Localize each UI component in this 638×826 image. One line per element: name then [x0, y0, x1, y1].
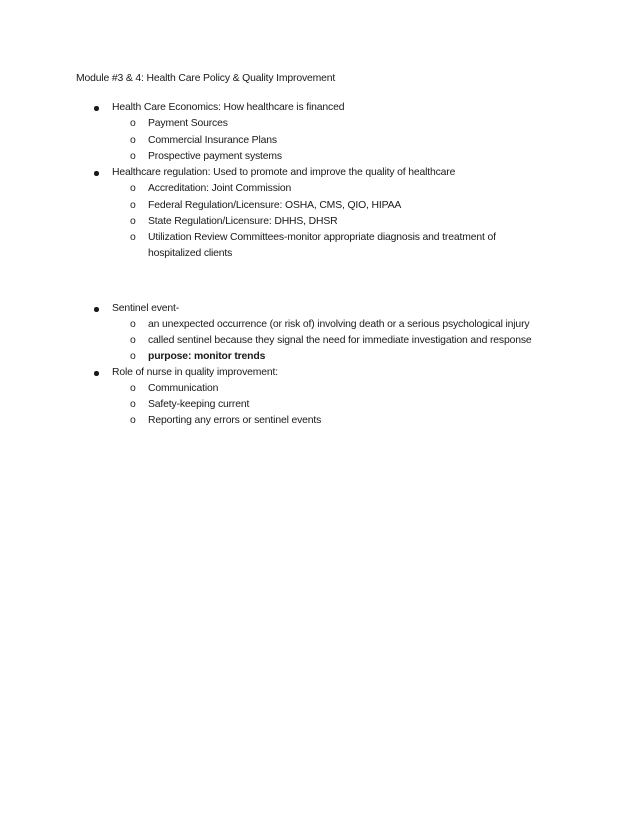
sub-item-reporting	[130, 414, 322, 428]
sub-bullet-marker: o	[130, 216, 136, 227]
sub-item-federal-regulation	[130, 199, 402, 213]
document-title: Module #3 & 4: Health Care Policy & Quality Improvement	[76, 73, 336, 84]
sub-bullet-marker: o	[130, 232, 136, 243]
sub-bullet-marker: o	[130, 118, 136, 129]
sub-bullet-marker: o	[130, 383, 136, 394]
sub-item-safety	[130, 398, 250, 412]
sub-bullet-marker: o	[130, 183, 136, 194]
sub-item-unexpected-occurrence	[130, 318, 530, 332]
sub-bullet-marker: o	[130, 335, 136, 346]
sub-item-prospective-payment	[130, 150, 282, 164]
sub-item-commercial-insurance	[130, 134, 277, 148]
sub-bullet-marker: o	[130, 200, 136, 211]
sub-item-payment-sources	[130, 117, 228, 131]
sub-item-purpose	[130, 350, 266, 364]
sub-item-text: an unexpected occurrence (or risk of) involving death or a serious psychological injury	[148, 319, 530, 330]
sub-bullet-marker: o	[130, 319, 136, 330]
sub-item-text: Reporting any errors or sentinel events	[148, 415, 322, 426]
sub-bullet-marker: o	[130, 399, 136, 410]
sub-item-called-sentinel	[130, 334, 532, 348]
sub-item-communication	[130, 382, 219, 396]
sub-bullet-marker: o	[130, 415, 136, 426]
sub-item-text: Communication	[148, 383, 219, 394]
sub-item-text: Safety-keeping current	[148, 399, 250, 410]
sub-bullet-marker: o	[130, 135, 136, 146]
bullet-healthcare-regulation: Healthcare regulation: Used to promote and improve the quality of healthcare	[112, 167, 456, 178]
sub-item-utilization-review	[130, 231, 496, 245]
bullet-sentinel-event: Sentinel event-	[112, 303, 180, 314]
sub-item-text: State Regulation/Licensure: DHHS, DHSR	[148, 216, 338, 227]
sub-item-accreditation	[130, 182, 292, 196]
sub-bullet-marker: o	[130, 151, 136, 162]
sub-item-text: Accreditation: Joint Commission	[148, 183, 292, 194]
sub-item-text: Commercial Insurance Plans	[148, 135, 277, 146]
sub-item-state-regulation	[130, 215, 338, 229]
bullet-role-of-nurse: Role of nurse in quality improvement:	[112, 367, 278, 378]
sub-item-text: Federal Regulation/Licensure: OSHA, CMS, QIO, HIPAA	[148, 200, 402, 211]
sub-item-continuation: hospitalized clients	[148, 248, 233, 259]
sub-item-text: purpose: monitor trends	[148, 351, 266, 362]
bullet-health-care-economics: Health Care Economics: How healthcare is financed	[112, 102, 345, 113]
sub-item-text: Payment Sources	[148, 118, 228, 129]
sub-item-text: Utilization Review Committees-monitor appropriate diagnosis and treatment of	[148, 232, 496, 243]
sub-item-text: Prospective payment systems	[148, 151, 282, 162]
sub-item-text: called sentinel because they signal the need for immediate investigation and response	[148, 335, 532, 346]
sub-bullet-marker: o	[130, 351, 136, 362]
